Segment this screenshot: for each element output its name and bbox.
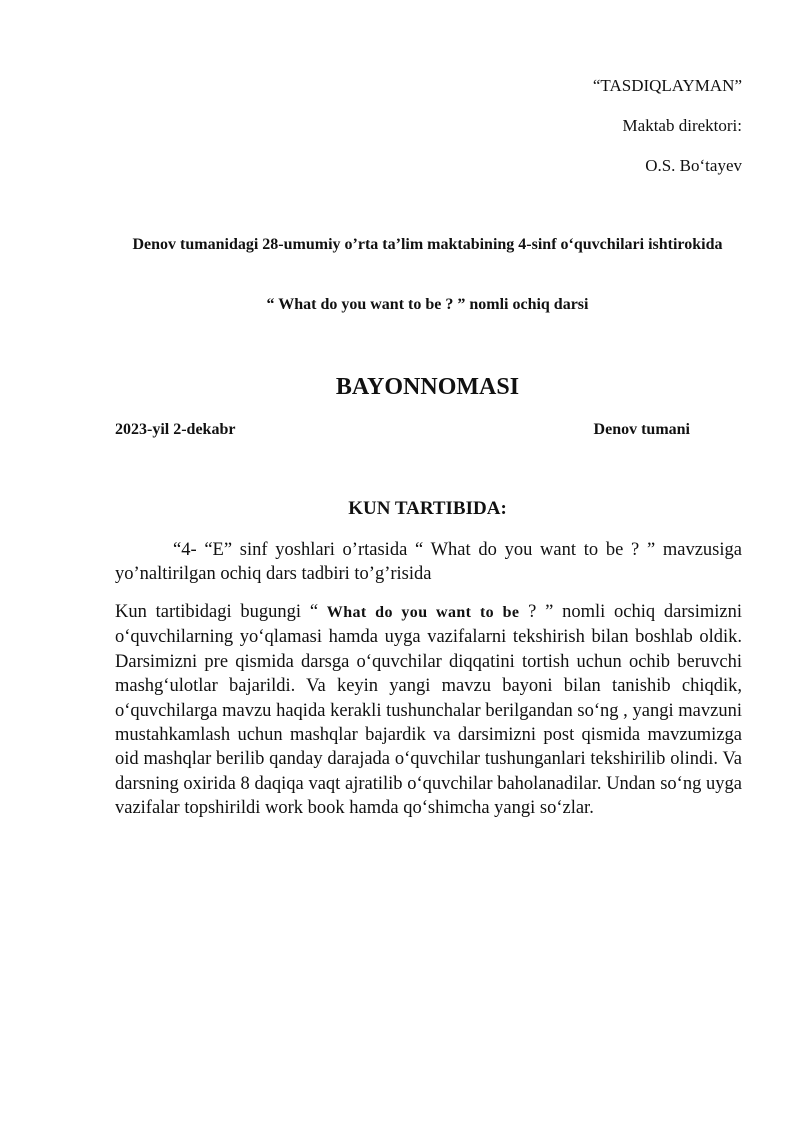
director-position: Maktab direktori:: [622, 116, 742, 135]
approval-block: [593, 76, 742, 196]
body-text-rest: ? ” nomli ochiq darsimizni o‘quvchilarning yo‘qlamasi hamda uyga vazifalarni tekshirish bilan boshlab oldik. Darsimizni pre qismida darsga o‘quvchilar diqqatini tortish uchun ochib beruvchi mashg‘ulotlar bajarildi. Va keyin yangi mavzu bayoni bilan tanishib chiqdik, o‘quvchilarga mavzu haqida kerakli tushunchalar berilgandan so‘ng , yangi mavzuni mustahkamlash uchun mashqlar bajardik va darsimizni post qismida mavzumizga oid mashqlar berilib qanday darajada o‘quvchilar tushunganlari tekshirilib olindi. Va darsning oxirida 8 daqiqa vaqt ajratilib o‘quvchilar baholanadilar. Undan so‘ng uyga vazifalar topshirildi work book hamda qo‘shimcha yangi so‘zlar.: [115, 602, 742, 819]
body-text-start: Kun tartibidagi bugungi “: [115, 602, 327, 622]
document-location: Denov tumani: [593, 421, 690, 438]
document-heading: Denov tumanidagi 28-umumiy o’rta ta’lim maktabining 4-sinf o‘quvchilari ishtirokida: [132, 236, 723, 253]
body-text-bold: What do you want to be: [326, 604, 520, 621]
approval-stamp-text: “TASDIQLAYMAN”: [592, 76, 742, 95]
document-title: BAYONNOMASI: [335, 374, 520, 400]
agenda-title: KUN TARTIBIDA:: [348, 498, 507, 519]
date-location-row: [115, 420, 690, 440]
document-date: 2023-yil 2-dekabr: [115, 421, 236, 438]
lesson-title: “ What do you want to be ? ” nomli ochiq darsi: [266, 296, 589, 313]
agenda-text: “4- “E” sinf yoshlari o’rtasida “ What do you want to be ? ” mavzusiga yo’naltirilgan ochiq dars tadbiri to’g’risida: [115, 540, 742, 584]
director-name: O.S. Bo‘tayev: [645, 156, 742, 175]
body-paragraph: [115, 600, 742, 821]
